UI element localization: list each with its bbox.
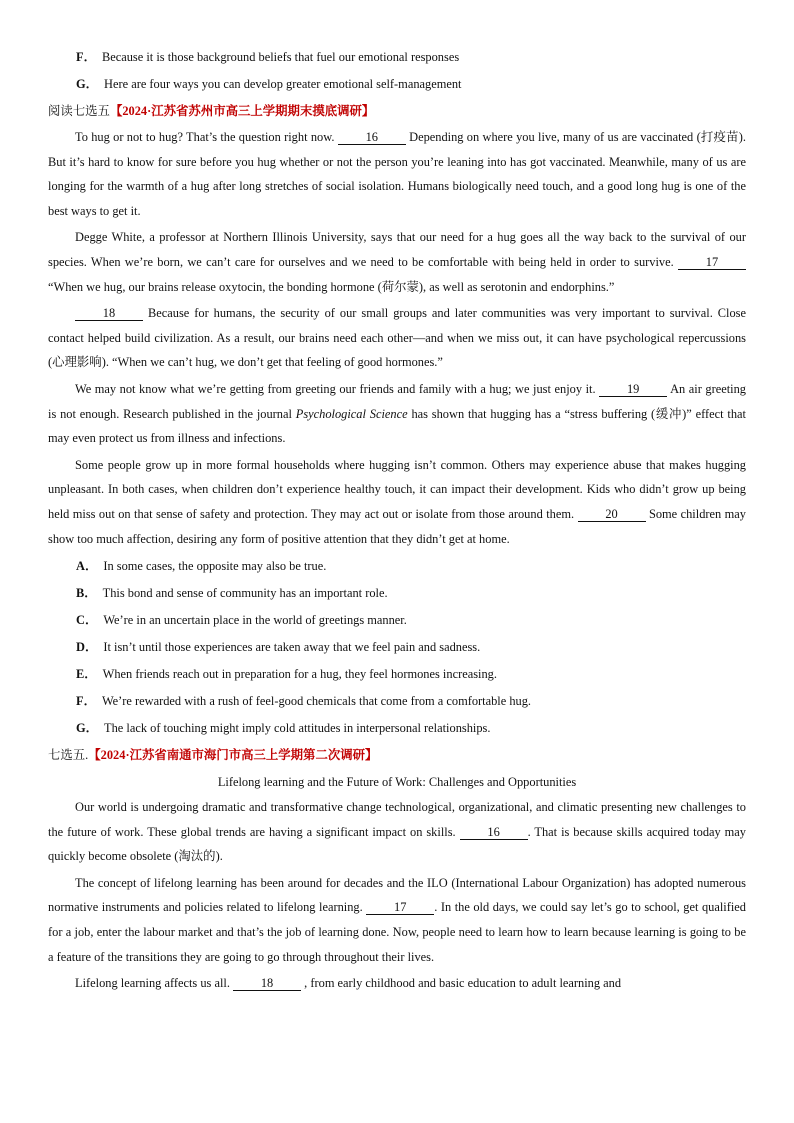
option-b: B． This bond and sense of community has an important role. — [76, 586, 388, 601]
option-f: F． We’re rewarded with a rush of feel-good chemicals that come from a comfortable hug. — [76, 694, 532, 709]
blank-19: 19 — [599, 382, 667, 397]
s2-paragraph-1: Our world is undergoing dramatic and transformative change technological, organizational, and climatic presenting new challenges to the future of work. These global trends are having a significant impact on skills. 16 . That is because skills acquired today may quickly become obsolete (淘汰的). — [48, 800, 746, 864]
s2-paragraph-2: The concept of lifelong learning has been around for decades and the ILO (International Labour Organization) has adopted numerous normative instruments and policies related to lifelong learning. 17 . In the old days, we could say let’s go to school, get qualified for a job, enter the labour market and that’s the job of learning done. Now, people need to learn how to learn because learning is going to be a feature of the transitions they are going to go through throughout their lives. — [48, 875, 746, 964]
passage-title: Lifelong learning and the Future of Work: Challenges and Opportunities — [217, 775, 577, 790]
s1-paragraph-1: To hug or not to hug? That’s the question right now. 16 Depending on where you live, many of us are vaccinated (打疫苗). But it’s hard to know for sure before you hug whether or not the person you’re leaning into has got vaccinated. Meanwhile, many of us are longing for the warmth of a hug after long stretches of social isolation. Humans biologically need touch, and a good long hug is one of the best ways to get it. — [48, 130, 746, 218]
s2-blank-16: 16 — [460, 825, 528, 840]
option-g: G． The lack of touching might imply cold attitudes in interpersonal relationships. — [76, 721, 491, 736]
s1-paragraph-5: Some people grow up in more formal households where hugging isn’t common. Others may experience abuse that makes hugging unpleasant. In both cases, when children don’t experience healthy touch, it can impact their development. Kids who didn’t grow up being held miss out on that sense of safety and protection. They may act out or isolate from those around them. 20 Some children may show too much affection, desiring any form of positive attention that they didn’t get at home. — [48, 457, 746, 546]
option-e: E． When friends reach out in preparation for a hug, they feel hormones increasing. — [76, 667, 497, 682]
blank-20: 20 — [578, 507, 646, 522]
section1-heading: 阅读七选五【2024·江苏省苏州市高三上学期期末摸底调研】 — [48, 104, 375, 118]
blank-18: 18 — [75, 306, 143, 321]
s2-paragraph-3: Lifelong learning affects us all. 18 , from early childhood and basic education to adult learning and — [75, 976, 622, 991]
s2-blank-18: 18 — [233, 976, 301, 991]
section1-source: 【2024·江苏省苏州市高三上学期期末摸底调研】 — [109, 104, 375, 118]
s1-paragraph-2: Degge White, a professor at Northern Illinois University, says that our need for a hug goes all the way back to the survival of our species. When we’re born, we can’t care for ourselves and we need to be comfortable with being held in order to survive. 17 “When we hug, our brains release oxytocin, the bonding hormone (荷尔蒙), as well as serotonin and endorphins.” — [48, 230, 746, 294]
option-d: D． It isn’t until those experiences are taken away that we feel pain and sadness. — [76, 640, 481, 655]
document-page — [48, 44, 746, 998]
blank-17: 17 — [678, 255, 746, 270]
option-g-top: G． Here are four ways you can develop greater emotional self-management — [76, 77, 462, 91]
option-f-top: F． Because it is those background beliefs that fuel our emotional responses — [76, 50, 460, 64]
s1-paragraph-3: 18 Because for humans, the security of our small groups and later communities was very important to survival. Close contact helped build civilization. As a result, our brains need each other—and when we miss out, it can have psychological repercussions (心理影响). “When we can’t hug, we don’t get that feeling of good hormones.” — [48, 306, 746, 370]
option-c: C． We’re in an uncertain place in the world of greetings manner. — [76, 613, 407, 628]
blank-16: 16 — [338, 130, 406, 145]
section2-heading: 七选五.【2024·江苏省南通市海门市高三上学期第二次调研】 — [48, 748, 378, 763]
s2-blank-17: 17 — [366, 900, 434, 915]
journal-name: Psychological Science — [295, 406, 408, 421]
s1-paragraph-4: We may not know what we’re getting from greeting our friends and family with a hug; we just enjoy it. 19 An air greeting is not enough. Research published in the journal Psychological Science has shown that hugging has a “stress buffering (缓冲)” effect that may even protect us from illness and infections. — [48, 381, 746, 446]
option-a: A． In some cases, the opposite may also be true. — [76, 559, 327, 574]
section2-source: 【2024·江苏省南通市海门市高三上学期第二次调研】 — [88, 748, 378, 763]
